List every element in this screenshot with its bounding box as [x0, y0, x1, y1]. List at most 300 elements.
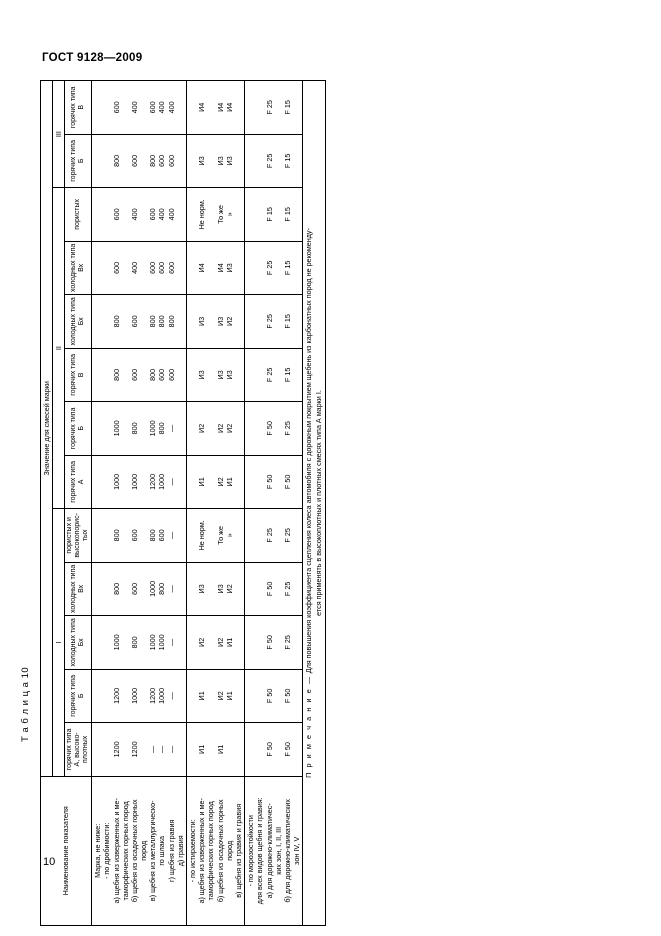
cell-line: [234, 511, 243, 560]
cell-line: [255, 672, 264, 721]
cell-line: 1000: [111, 634, 121, 651]
cell-line: И3: [215, 156, 225, 166]
cell-line: [139, 244, 148, 293]
cell-line: [274, 83, 283, 132]
header-mark-I: I: [53, 509, 65, 777]
cell-line: —: [166, 585, 176, 593]
cell-line: [274, 618, 283, 667]
cell-line: И3: [215, 316, 225, 326]
header-sub-III-B: Б: [78, 158, 86, 164]
cell-line: [246, 672, 255, 721]
cell-line: 600: [157, 368, 167, 381]
cell-line: И3: [197, 584, 207, 594]
cell-line: [93, 725, 102, 774]
cell-line: F 25: [282, 421, 292, 436]
header-I-cold-Bh: [65, 616, 92, 670]
cell-line: [102, 511, 111, 560]
cell-I-A: [187, 723, 245, 777]
cell-line: [292, 511, 301, 560]
cell-line: [206, 458, 215, 507]
header-III-hot-B: [65, 134, 92, 188]
header-sub-I-A: А, высокоплотных: [74, 732, 90, 767]
cell-line: [93, 618, 102, 667]
cell-line: F 50: [264, 421, 274, 436]
cell-line: [234, 297, 243, 346]
cell-line: [93, 458, 102, 507]
page-number: 10: [43, 856, 56, 868]
cell-line: И3: [197, 370, 207, 380]
cell-line: 800: [157, 422, 167, 435]
cell-line: [188, 137, 197, 186]
cell-line: [102, 244, 111, 293]
cell-line: F 25: [282, 581, 292, 597]
cell-line: 400: [157, 208, 167, 221]
cell-line: [234, 137, 243, 186]
header-row-1: [41, 81, 53, 926]
cell-line: 600: [129, 315, 139, 328]
cell-II-Bh: [92, 295, 187, 349]
row-name-line: Марка, не ниже:: [93, 823, 103, 878]
cell-line: [274, 351, 283, 400]
table-caption: Т а б л и ц а 10: [20, 666, 31, 742]
cell-line: [176, 725, 185, 774]
cell-line: [246, 297, 255, 346]
cell-line: [102, 458, 111, 507]
cell-I-A: [92, 723, 187, 777]
cell-line: [292, 404, 301, 453]
cell-line: [255, 404, 264, 453]
cell-line: 1200: [111, 741, 121, 758]
cell-line: [93, 404, 102, 453]
cell-III-V: [92, 81, 187, 135]
cell-II-Bh: [245, 295, 303, 349]
row-name-line: б) для дорожно-климатических: [282, 798, 292, 903]
row-name-line: а) щебня из изверженных и ме-: [197, 798, 207, 904]
cell-line: F 15: [282, 260, 292, 276]
cell-line: [139, 458, 148, 507]
cell-line: [121, 618, 130, 667]
cell-line: 400: [166, 208, 176, 221]
header-II-hot-B: [65, 402, 92, 456]
row-name-line: таморфических горных пород: [206, 801, 216, 901]
cell-line: F 15: [282, 153, 292, 169]
cell-line: [139, 404, 148, 453]
cell-line: 600: [148, 261, 158, 274]
cell-line: [121, 458, 130, 507]
rotated-table-wrapper: [40, 80, 516, 926]
cell-line: [292, 565, 301, 614]
cell-line: [188, 672, 197, 721]
row-name-line: в) щебня из гравия и гравия: [233, 803, 243, 898]
cell-line: [206, 351, 215, 400]
header-group-III-hot: горячих типа: [70, 140, 78, 182]
cell-line: [206, 404, 215, 453]
cell-line: [234, 458, 243, 507]
cell-line: 1000: [148, 420, 158, 437]
header-II-porous: пористых: [65, 188, 92, 242]
cell-line: [139, 83, 148, 132]
requirements-table: [40, 80, 326, 926]
cell-line: [93, 351, 102, 400]
cell-line: И2: [215, 477, 225, 487]
cell-line: 1000: [111, 420, 121, 437]
cell-line: [176, 351, 185, 400]
cell-line: 600: [157, 154, 167, 167]
cell-line: 1200: [148, 473, 158, 490]
cell-line: 800: [111, 368, 121, 381]
header-sub-I-Vh: Вх: [78, 584, 86, 593]
cell-line: F 25: [264, 100, 274, 115]
header-sub-III-V: В: [78, 104, 86, 110]
cell-II-A: [187, 455, 245, 509]
cell-line: [274, 297, 283, 346]
header-sub-II-Bh: Бх: [78, 317, 86, 326]
cell-line: [188, 618, 197, 667]
cell-line: [176, 297, 185, 346]
header-group-II-hot-2: горячих типа: [70, 407, 78, 450]
cell-line: И3: [197, 316, 207, 326]
row-name-line: д) гравия: [175, 835, 185, 867]
cell-line: [139, 725, 148, 774]
cell-line: [102, 351, 111, 400]
header-II-hot-A: [65, 455, 92, 509]
header-II-hot-V: [65, 348, 92, 402]
cell-line: [255, 458, 264, 507]
header-I-hot-B: [65, 669, 92, 723]
cell-line: [139, 190, 148, 239]
cell-line: —: [166, 531, 176, 539]
cell-line: [255, 190, 264, 239]
cell-line: [188, 351, 197, 400]
cell-line: 600: [111, 208, 121, 221]
header-I-cold-Vh: [65, 562, 92, 616]
cell-line: [234, 672, 243, 721]
cell-line: 800: [111, 315, 121, 328]
cell-line: [234, 351, 243, 400]
cell-line: [206, 618, 215, 667]
cell-line: [274, 137, 283, 186]
cell-II-por: [187, 188, 245, 242]
cell-line: [206, 83, 215, 132]
cell-line: [121, 297, 130, 346]
cell-line: 800: [157, 315, 167, 328]
cell-line: [292, 458, 301, 507]
cell-line: F 25: [282, 635, 292, 650]
cell-line: [206, 190, 215, 239]
note-row: [303, 81, 325, 926]
cell-line: Не норм.: [197, 520, 207, 551]
cell-line: 1200: [148, 687, 158, 704]
cell-I-Vh: [187, 562, 245, 616]
cell-line: 1000: [157, 634, 167, 651]
cell-line: F 15: [282, 314, 292, 329]
cell-I-Vh: [245, 562, 303, 616]
cell-line: [188, 83, 197, 132]
cell-line: F 25: [282, 528, 292, 543]
cell-line: И3: [224, 370, 234, 380]
cell-line: [139, 565, 148, 614]
cell-line: [93, 297, 102, 346]
cell-line: 800: [148, 368, 158, 381]
row-name-line: для всех видов щебня и гравия:: [255, 797, 265, 905]
cell-line: 600: [129, 154, 139, 167]
cell-line: [121, 725, 130, 774]
header-I-porous: пористых и высокопористых: [65, 509, 92, 563]
cell-line: [246, 458, 255, 507]
cell-line: [121, 137, 130, 186]
row-name-line: ких зон, I, II, III: [273, 826, 283, 875]
cell-line: И2: [224, 423, 234, 433]
cell-line: —: [166, 478, 176, 486]
cell-line: [93, 672, 102, 721]
cell-line: [139, 297, 148, 346]
cell-line: [292, 83, 301, 132]
cell-line: [274, 511, 283, 560]
cell-line: F 25: [264, 528, 274, 543]
row-name-line: го шлака: [157, 835, 167, 866]
cell-line: [274, 404, 283, 453]
cell-line: 1000: [148, 580, 158, 597]
cell-line: 800: [166, 315, 176, 328]
header-group-I-hot: горячих типа: [66, 728, 73, 771]
cell-line: [255, 565, 264, 614]
cell-line: [121, 672, 130, 721]
cell-line: [121, 190, 130, 239]
cell-line: [188, 511, 197, 560]
cell-line: 600: [166, 154, 176, 167]
cell-line: И1: [197, 477, 207, 487]
row-name-line: а) щебня из изверженных и ме-: [111, 798, 121, 904]
cell-line: То же: [215, 526, 225, 545]
cell-line: —: [166, 638, 176, 646]
cell-line: [234, 244, 243, 293]
cell-line: И1: [215, 744, 225, 754]
table-row: [92, 81, 187, 926]
header-group-II-cold: холодных типа: [70, 297, 78, 346]
cell-line: И3: [224, 156, 234, 166]
cell-line: [139, 511, 148, 560]
cell-line: [246, 404, 255, 453]
cell-I-B: [245, 669, 303, 723]
cell-line: [188, 725, 197, 774]
cell-I-B: [92, 669, 187, 723]
cell-line: [188, 244, 197, 293]
cell-line: [246, 244, 255, 293]
cell-line: [121, 565, 130, 614]
cell-line: F 15: [282, 100, 292, 115]
cell-line: [188, 458, 197, 507]
cell-line: »: [224, 533, 234, 538]
cell-line: [121, 83, 130, 132]
cell-I-A: [245, 723, 303, 777]
cell-line: [176, 565, 185, 614]
cell-line: [102, 137, 111, 186]
cell-I-por: [245, 509, 303, 563]
header-II-cold-Bh: [65, 295, 92, 349]
row-name-line: зон IV, V: [292, 836, 302, 865]
cell-line: [234, 725, 243, 774]
cell-II-por: [92, 188, 187, 242]
cell-line: F 25: [264, 153, 274, 169]
header-mark-II: II: [53, 188, 65, 509]
cell-line: И1: [224, 477, 234, 487]
cell-line: »: [224, 212, 234, 217]
cell-line: [93, 511, 102, 560]
cell-line: [225, 725, 234, 774]
cell-line: [255, 511, 264, 560]
cell-line: Не норм.: [197, 199, 207, 230]
cell-line: [246, 618, 255, 667]
cell-line: —: [166, 692, 176, 700]
cell-III-B: [187, 134, 245, 188]
row-indicator-name: [245, 776, 303, 925]
row-name-line: - по дробимости:: [102, 822, 112, 880]
row-name-line: б) щебня из осадочных горных: [129, 799, 139, 903]
cell-line: 400: [129, 101, 139, 114]
cell-line: И3: [215, 584, 225, 594]
cell-line: [102, 297, 111, 346]
cell-line: 600: [166, 368, 176, 381]
cell-II-A: [92, 455, 187, 509]
cell-line: [188, 565, 197, 614]
cell-line: [139, 618, 148, 667]
cell-line: 1000: [129, 687, 139, 704]
cell-line: F 50: [264, 635, 274, 650]
cell-line: 600: [129, 368, 139, 381]
cell-line: И4: [197, 102, 207, 112]
cell-line: [255, 137, 264, 186]
cell-line: F 50: [264, 688, 274, 704]
cell-line: [206, 725, 215, 774]
cell-line: 600: [111, 261, 121, 274]
cell-II-Vh: [245, 241, 303, 295]
note-text-2: ется применять в высокоплотных и плотных смесях типа А марки I.: [313, 390, 323, 616]
note-text: Для повышения коэффициента сцепления колеса автомобиля с дорожным покрытием щебень из карбонатных пород не рекоменду-: [304, 228, 314, 676]
cell-line: И3: [224, 263, 234, 273]
cell-line: 1000: [157, 687, 167, 704]
header-III-hot-V: [65, 81, 92, 135]
header-group-II-hot-3: горячих типа: [70, 354, 78, 396]
cell-I-por: [187, 509, 245, 563]
table-row: [187, 81, 245, 926]
cell-II-Bh: [187, 295, 245, 349]
cell-line: [234, 404, 243, 453]
cell-line: [121, 244, 130, 293]
cell-line: И4: [215, 102, 225, 112]
cell-line: 800: [111, 582, 121, 595]
cell-line: [246, 565, 255, 614]
header-I-hot-A: [65, 723, 92, 777]
cell-line: 600: [157, 261, 167, 274]
cell-line: 800: [129, 422, 139, 435]
cell-line: И2: [197, 423, 207, 433]
cell-II-V: [92, 348, 187, 402]
cell-line: И3: [215, 370, 225, 380]
cell-line: [176, 458, 185, 507]
row-indicator-name: [187, 776, 245, 925]
cell-line: —: [166, 424, 176, 432]
header-indicator-name: Наименование показателя: [41, 776, 92, 925]
cell-line: 600: [129, 529, 139, 542]
table-foot: [303, 81, 325, 926]
cell-II-Vh: [92, 241, 187, 295]
row-name-line: в) щебня из металлургическо-: [148, 800, 158, 902]
cell-line: F 15: [282, 367, 292, 383]
standard-header: ГОСТ 9128—2009: [42, 52, 143, 64]
cell-line: —: [166, 745, 176, 753]
cell-line: F 50: [282, 742, 292, 757]
cell-line: [246, 190, 255, 239]
header-group-II-hot: горячих типа: [70, 461, 78, 503]
cell-II-Vh: [187, 241, 245, 295]
header-group-II-cold-2: холодных типа: [70, 243, 78, 293]
header-group-I-hot-2: горячих типа: [70, 675, 78, 717]
cell-line: [292, 190, 301, 239]
cell-line: [93, 244, 102, 293]
cell-line: 600: [111, 101, 121, 114]
cell-line: [255, 618, 264, 667]
cell-line: 800: [111, 529, 121, 542]
cell-line: [292, 725, 301, 774]
cell-line: [93, 137, 102, 186]
cell-line: [139, 672, 148, 721]
table-row: [245, 81, 303, 926]
cell-line: [176, 83, 185, 132]
cell-line: [188, 190, 197, 239]
cell-line: [176, 244, 185, 293]
cell-II-por: [245, 188, 303, 242]
cell-line: 1000: [129, 473, 139, 490]
cell-line: [255, 244, 264, 293]
cell-I-Bh: [187, 616, 245, 670]
cell-line: 800: [148, 529, 158, 542]
header-group-I-cold-2: холодных типа: [70, 564, 78, 614]
cell-line: 600: [148, 208, 158, 221]
cell-line: [234, 83, 243, 132]
row-indicator-name: [92, 776, 187, 925]
cell-line: [292, 618, 301, 667]
cell-I-B: [187, 669, 245, 723]
cell-line: F 25: [264, 260, 274, 276]
cell-line: И1: [224, 637, 234, 647]
cell-line: [234, 190, 243, 239]
cell-II-B: [187, 402, 245, 456]
cell-line: [234, 618, 243, 667]
cell-I-por: [92, 509, 187, 563]
cell-line: [246, 83, 255, 132]
header-sub-II-B: Б: [78, 426, 86, 431]
cell-line: [292, 244, 301, 293]
cell-line: [93, 83, 102, 132]
cell-line: [274, 190, 283, 239]
cell-III-B: [92, 134, 187, 188]
cell-line: [274, 672, 283, 721]
cell-I-Bh: [245, 616, 303, 670]
cell-line: [121, 351, 130, 400]
cell-I-Bh: [92, 616, 187, 670]
header-II-cold-Vh: [65, 241, 92, 295]
cell-line: [188, 404, 197, 453]
cell-line: [246, 137, 255, 186]
cell-line: [246, 511, 255, 560]
cell-line: И1: [224, 691, 234, 701]
cell-line: 600: [148, 101, 158, 114]
cell-line: [234, 565, 243, 614]
cell-line: 400: [157, 101, 167, 114]
cell-line: [102, 190, 111, 239]
cell-line: [176, 672, 185, 721]
cell-line: F 15: [282, 207, 292, 222]
